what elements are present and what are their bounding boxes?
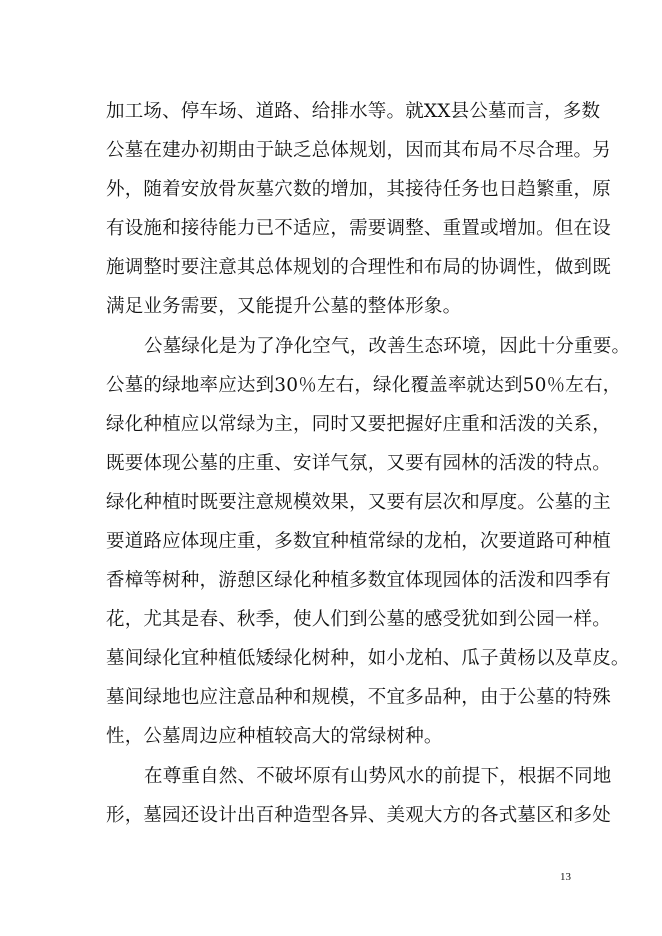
text-line: 墓间绿地也应注意品种和规模，不宜多品种，由于公墓的特殊 [106,687,611,708]
text-line: 花，尤其是春、秋季，使人们到公墓的感受犹如到公园一样。 [106,609,611,630]
text-line: 公墓在建办初期由于缺乏总体规划，因而其布局不尽合理。另 [106,140,611,161]
text-line: 加工场、停车场、道路、给排水等。就XX县公墓而言，多数 [106,101,601,122]
text-line: 性，公墓周边应种植较高大的常绿树种。 [106,726,443,747]
page-number: 13 [560,871,571,883]
text-line: 有设施和接待能力已不适应，需要调整、重置或增加。但在设 [106,218,611,239]
text-line: 施调整时要注意其总体规划的合理性和布局的协调性，做到既 [106,257,611,278]
text-line: 外，随着安放骨灰墓穴数的增加，其接待任务也日趋繁重，原 [106,179,611,200]
text-line: 香樟等树种，游憩区绿化种植多数宜体现园体的活泼和四季有 [106,570,611,591]
text-line: 满足业务需要，又能提升公墓的整体形象。 [106,296,462,317]
text-line: 绿化种植应以常绿为主，同时又要把握好庄重和活泼的关系， [106,414,611,435]
text-line: 要道路应体现庄重，多数宜种植常绿的龙柏，次要道路可种植 [106,531,611,552]
text-line: 绿化种植时既要注意规模效果，又要有层次和厚度。公墓的主 [106,492,611,513]
text-line: 形，墓园还设计出百种造型各异、美观大方的各式墓区和多处 [106,805,611,826]
text-line: 公墓的绿地率应达到30％左右，绿化覆盖率就达到50％左右， [106,375,622,396]
text-line: 墓间绿化宜种植低矮绿化树种，如小龙柏、瓜子黄杨以及草皮。 [106,648,630,669]
text-line: 既要体现公墓的庄重、安详气氛，又要有园林的活泼的特点。 [106,453,611,474]
paragraph-first-line: 公墓绿化是为了净化空气，改善生态环境，因此十分重要。 [144,336,631,357]
paragraph-first-line: 在尊重自然、不破坏原有山势风水的前提下，根据不同地 [144,766,612,787]
